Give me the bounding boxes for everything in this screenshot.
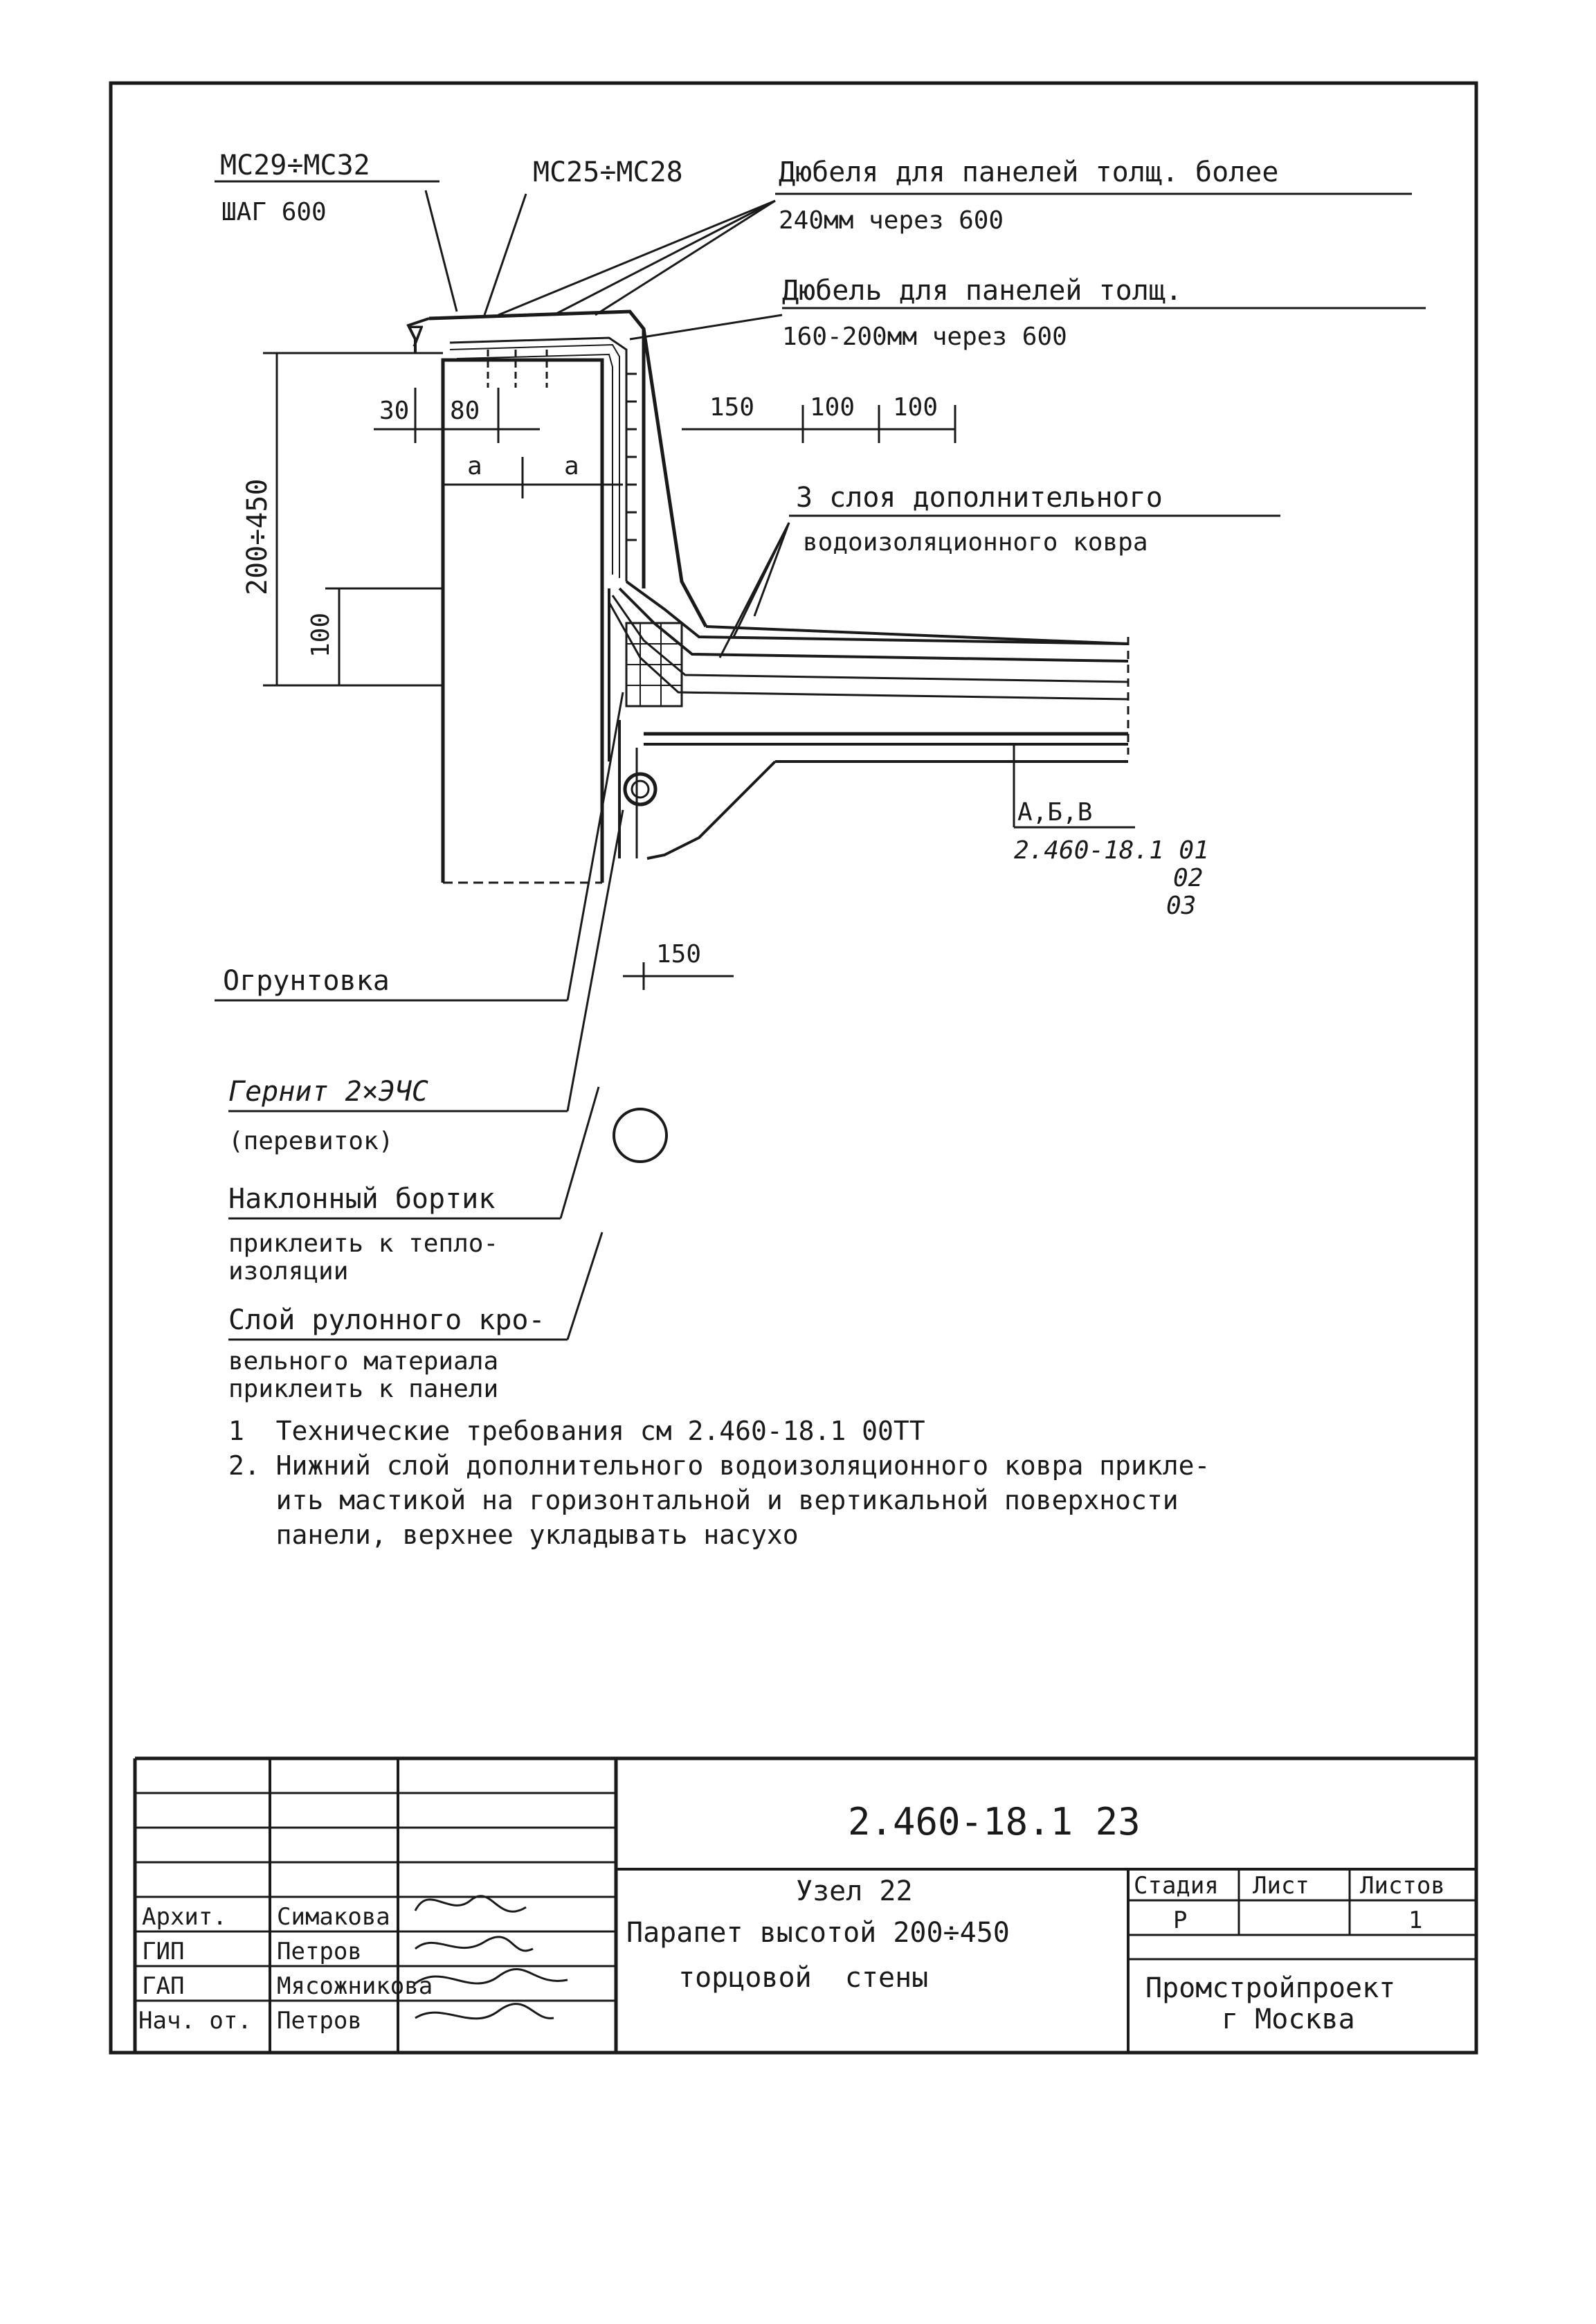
role-1: ГИП [142,1938,185,1965]
label-mc-right: МС25÷МС28 [533,156,683,188]
dim-bottom-150: 150 [656,940,702,969]
label-layers-1: 3 слоя дополнительного [796,482,1163,514]
title-line-3: торцовой стены [678,1962,929,1994]
doc-number: 2.460-18.1 23 [848,1800,1141,1844]
drawing-labels [220,150,1278,1403]
ref-03: 03 [1166,892,1197,920]
label-fillet-1: Наклонный бортик [228,1183,496,1215]
label-dowel-thick-1: Дюбеля для панелей толщ. более [779,156,1279,188]
dim-a2: a [564,452,579,480]
label-roll-2: вельного материала [228,1347,499,1376]
role-3: Нач. от. [138,2007,252,2035]
col-sheets: Листов [1360,1872,1445,1900]
name-0: Симакова [277,1903,390,1931]
label-mc-left-step: ШАГ 600 [221,198,327,226]
note-4: панели, верхнее укладывать насухо [228,1520,799,1550]
role-2: ГАП [142,1972,185,2000]
ref-code: 2.460-18.1 01 [1014,836,1209,865]
name-3: Петров [277,2007,362,2035]
label-layers-2: водоизоляционного ковра [803,528,1148,557]
label-mc-left: МС29÷МС32 [220,150,370,181]
col-stage: Стадия [1134,1872,1219,1900]
note-2: 2. Нижний слой дополнительного водоизоляционного ковра прикле- [228,1450,1210,1481]
sheets-value: 1 [1408,1907,1423,1934]
stage-value: Р [1173,1907,1188,1934]
org-line-1: Промстройпроект [1145,1972,1396,2004]
label-dowel-thin-2: 160-200мм через 600 [782,323,1067,351]
dim-a1: a [467,452,482,480]
dim-height: 200÷450 [242,478,273,595]
label-fillet-2: приклеить к тепло- [228,1229,499,1258]
label-primer: Огрунтовка [223,965,390,997]
ref-letters: А,Б,В [1017,798,1093,827]
name-1: Петров [277,1938,362,1965]
dim-top-100a: 100 [810,393,855,422]
label-dowel-thick-2: 240мм через 600 [779,206,1004,235]
parapet-wall [408,312,1128,1162]
role-0: Архит. [142,1903,227,1931]
label-gernit-2: (перевиток) [228,1127,394,1155]
label-roll-1: Слой рулонного кро- [228,1304,545,1336]
dim-100-side: 100 [307,612,335,658]
num-7: 7 [408,321,426,353]
note-1: 1 Технические требования см 2.460-18.1 00ТТ [228,1416,925,1446]
title-line-1: Узел 22 [796,1875,913,1907]
col-sheet: Лист [1253,1872,1309,1900]
label-gernit-1: Гернит 2×ЭЧС [228,1076,428,1108]
general-notes [228,1416,1210,1550]
name-2: Мясожникова [277,1972,433,2000]
label-fillet-3: изоляции [228,1257,349,1286]
dim-80: 80 [450,397,480,425]
dim-top-100b: 100 [893,393,938,422]
org-line-2: г Москва [1222,2003,1355,2035]
dim-top-150: 150 [709,393,755,422]
label-dowel-thin-1: Дюбель для панелей толщ. [782,275,1182,307]
ref-02: 02 [1173,864,1204,892]
note-3: ить мастикой на горизонтальной и вертикальной поверхности [228,1485,1179,1515]
title-line-2: Парапет высотой 200÷450 [626,1917,1010,1949]
dim-30: 30 [379,397,410,425]
label-roll-3: приклеить к панели [228,1375,499,1403]
